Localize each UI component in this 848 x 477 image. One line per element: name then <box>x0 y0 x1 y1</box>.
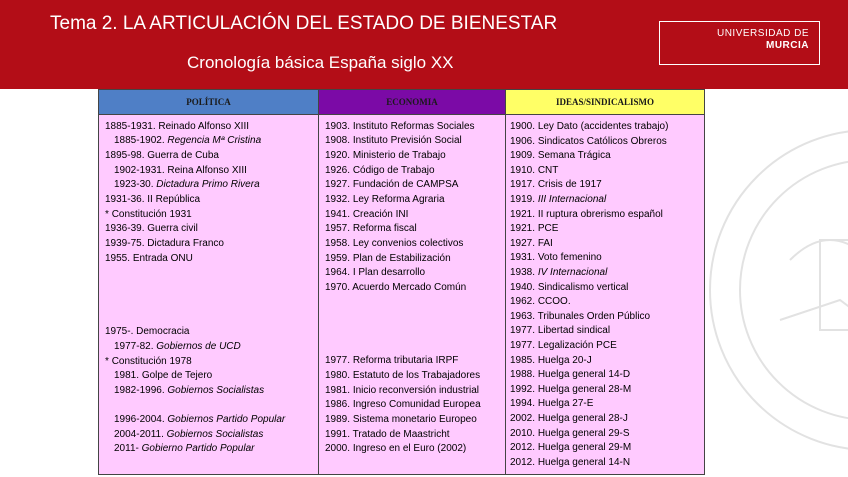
economia-entry-text: Estatuto de los Trabajadores <box>352 370 481 381</box>
ideas-entry <box>510 164 558 178</box>
university-logo <box>659 21 820 65</box>
politica-entry-text: Gobiernos Socialistas <box>166 429 264 440</box>
politica-entry <box>105 193 200 207</box>
politica-entry-year: 1902-1931. <box>114 165 165 176</box>
ideas-entry-text: IV Internacional <box>537 267 608 278</box>
ideas-entry-year: 1977. <box>510 340 536 351</box>
economia-entry-year: 1964. <box>325 267 351 278</box>
economia-entry-year: 1957. <box>325 223 351 234</box>
ideas-entry-year: 1919. <box>510 194 536 205</box>
ideas-entry-text: Huelga general 29-S <box>537 427 630 439</box>
economia-entry-text: Sistema monetario Europeo <box>352 414 477 425</box>
politica-entry-text: Constitución 1931 <box>111 209 192 220</box>
economia-entry-year: 1927. <box>325 179 351 190</box>
politica-header: POLÍTICA <box>99 90 319 115</box>
ideas-entry <box>510 324 610 338</box>
economia-entry <box>325 369 480 383</box>
economia-entry-text: Ley Reforma Agraria <box>352 194 445 205</box>
ideas-entry <box>510 456 630 470</box>
politica-entry-year: 1931-36. <box>105 194 145 205</box>
economia-entry <box>325 354 458 368</box>
politica-entry <box>105 222 198 236</box>
ideas-entry-year: 1938. <box>510 267 536 278</box>
ideas-entry <box>510 208 663 222</box>
ideas-entry-text: III Internacional <box>537 194 607 205</box>
politica-entry-text: Gobiernos Socialistas <box>167 385 265 396</box>
politica-entry-text: Golpe de Tejero <box>141 370 213 381</box>
politica-entry-year: 1895-98. <box>105 150 145 161</box>
economia-entry-text: Creación INI <box>352 209 409 220</box>
politica-entry-text: Dictadura Primo Rivera <box>156 179 260 190</box>
politica-entry-year: 1975-. <box>105 326 134 337</box>
ideas-entry <box>510 266 607 280</box>
politica-entry <box>114 134 261 148</box>
politica-entry-text: Gobiernos Partido Popular <box>167 414 286 425</box>
ideas-entry-text: Huelga general 14-D <box>537 369 631 381</box>
ideas-entry <box>510 339 617 353</box>
economia-entry <box>325 149 446 163</box>
economia-entry-text: Inicio reconversión industrial <box>352 385 479 396</box>
ideas-entry-year: 2012. <box>510 442 536 454</box>
economia-entry-year: 1970. <box>325 282 351 293</box>
politica-entry-text: Guerra de Cuba <box>147 150 219 161</box>
ideas-entry-year: 1931. <box>510 252 536 264</box>
economia-entry-year: 1932. <box>325 194 351 205</box>
ideas-cell <box>506 115 705 475</box>
politica-entry-year: 2004-2011. <box>114 429 164 440</box>
politica-entry-year: 1996-2004. <box>114 414 165 425</box>
ideas-entry-text: Huelga general 28-J <box>537 413 628 424</box>
politica-entry <box>105 149 219 163</box>
economia-entry <box>325 413 477 427</box>
politica-entry-text: Dictadura Franco <box>147 238 224 249</box>
ideas-entry <box>510 310 650 324</box>
economia-entry <box>325 178 458 192</box>
ideas-entry-text: Voto femenino <box>537 252 602 264</box>
ideas-entry-year: 1927. <box>510 237 536 249</box>
logo-line-1: UNIVERSIDAD DE <box>716 28 809 39</box>
page-subtitle: Cronología básica España siglo XX <box>187 53 454 72</box>
economia-entry-text: Reforma fiscal <box>352 223 417 234</box>
economia-entry-year: 2000. <box>325 443 351 454</box>
politica-entry-text: Reinado Alfonso XIII <box>158 121 250 132</box>
economia-entry-year: 1959. <box>325 253 351 264</box>
ideas-entry-text: Ley Dato (accidentes trabajo) <box>537 121 669 132</box>
ideas-entry <box>510 354 592 368</box>
politica-entry-text: Gobierno Partido Popular <box>141 443 255 454</box>
politica-entry <box>105 208 192 222</box>
ideas-entry-year: 1909. <box>510 150 536 162</box>
ideas-entry <box>510 427 630 441</box>
politica-entry-text: Entrada ONU <box>132 253 193 264</box>
economia-cell <box>319 115 506 475</box>
economia-entry-year: 1926. <box>325 165 351 176</box>
politica-entry <box>114 369 212 383</box>
economia-entry-text: Ingreso Comunidad Europea <box>352 399 481 410</box>
ideas-entry <box>510 120 668 134</box>
politica-entry-text: Reina Alfonso XIII <box>167 165 247 176</box>
ideas-entry-text: Huelga 27-E <box>537 398 594 410</box>
ideas-entry-year: 1900. <box>510 121 536 132</box>
economia-entry-text: Acuerdo Mercado Común <box>352 282 467 293</box>
politica-entry <box>114 442 254 456</box>
economia-entry-year: 1941. <box>325 209 351 220</box>
ideas-entry <box>510 222 558 236</box>
ideas-entry <box>510 412 628 426</box>
economia-entry-year: 1980. <box>325 370 351 381</box>
ideas-entry <box>510 178 602 192</box>
ideas-entry-text: Huelga general 28-M <box>537 383 632 395</box>
politica-entry-text: Guerra civil <box>147 223 198 234</box>
economia-entry <box>325 193 445 207</box>
economia-entry-year: 1920. <box>325 150 351 161</box>
economia-entry-year: 1981. <box>325 385 351 396</box>
ideas-entry-year: 1921. <box>510 208 536 220</box>
economia-entry-year: 1903. <box>325 121 351 132</box>
economia-entry <box>325 281 466 295</box>
ideas-entry <box>510 383 631 397</box>
politica-entry <box>114 164 247 178</box>
ideas-entry <box>510 397 593 411</box>
ideas-entry-text: FAI <box>537 237 553 249</box>
ideas-entry <box>510 281 628 295</box>
ideas-entry-year: 1962. <box>510 296 536 308</box>
economia-entry-text: Tratado de Maastricht <box>352 429 450 440</box>
politica-entry-year: 1939-75. <box>105 238 145 249</box>
politica-entry-year: * <box>105 356 109 367</box>
ideas-entry-text: Libertad sindical <box>537 325 611 337</box>
politica-entry-year: * <box>105 209 109 220</box>
economia-entry <box>325 164 435 178</box>
ideas-entry-year: 1988. <box>510 369 536 381</box>
economia-entry-text: Código de Trabajo <box>352 165 435 176</box>
economia-entry <box>325 120 475 134</box>
economia-entry <box>325 442 466 456</box>
economia-entry-year: 1908. <box>325 135 351 146</box>
politica-entry <box>105 120 249 134</box>
economia-entry-text: Ministerio de Trabajo <box>352 150 446 161</box>
politica-entry <box>105 237 224 251</box>
politica-entry-text: Constitución 1978 <box>111 356 192 367</box>
ideas-entry <box>510 135 667 149</box>
ideas-entry-year: 1906. <box>510 135 536 147</box>
economia-entry-year: 1958. <box>325 238 351 249</box>
economia-entry-text: Fundación de CAMPSA <box>352 179 459 190</box>
economia-entry <box>325 266 425 280</box>
economia-entry-year: 1986. <box>325 399 351 410</box>
economia-entry <box>325 237 463 251</box>
economia-entry-text: Reforma tributaria IRPF <box>352 355 459 366</box>
politica-entry <box>105 325 190 339</box>
politica-entry-year: 1955. <box>105 253 131 264</box>
politica-entry-year: 1936-39. <box>105 223 145 234</box>
economia-entry <box>325 252 451 266</box>
ideas-entry-text: Sindicatos Católicos Obreros <box>537 135 667 147</box>
ideas-entry-year: 1985. <box>510 354 536 366</box>
economia-entry <box>325 222 417 236</box>
economia-entry-text: Instituto Previsión Social <box>352 135 462 146</box>
ideas-header: IDEAS/SINDICALISMO <box>506 90 705 115</box>
politica-entry <box>114 178 260 192</box>
politica-entry-year: 1977-82. <box>114 341 154 352</box>
economia-entry-text: Ley convenios colectivos <box>352 238 464 249</box>
ideas-entry-year: 1910. <box>510 164 536 176</box>
politica-entry <box>105 355 192 369</box>
economia-entry <box>325 428 450 442</box>
ideas-entry <box>510 149 611 163</box>
ideas-entry-year: 1940. <box>510 281 536 293</box>
ideas-entry-text: Semana Trágica <box>537 150 611 162</box>
politica-entry-year: 1981. <box>114 370 140 381</box>
economia-header: ECONOMIA <box>319 90 506 115</box>
ideas-entry-year: 1921. <box>510 223 536 235</box>
economia-entry <box>325 134 462 148</box>
politica-entry-year: 2011- <box>114 443 139 454</box>
politica-entry-text: Gobiernos de UCD <box>156 341 241 352</box>
politica-entry <box>114 428 263 442</box>
ideas-entry-year: 2002. <box>510 413 536 424</box>
economia-entry-year: 1991. <box>325 429 351 440</box>
chronology-table <box>98 89 705 475</box>
ideas-entry-text: Huelga general 29-M <box>537 442 632 454</box>
politica-cell <box>99 115 319 475</box>
ideas-entry <box>510 193 606 207</box>
politica-entry-text: Democracia <box>136 326 190 337</box>
ideas-entry-text: Crisis de 1917 <box>537 179 602 191</box>
ideas-entry-text: CCOO. <box>537 296 571 308</box>
economia-entry-text: Plan de Estabilización <box>352 253 451 264</box>
university-seal-watermark <box>700 120 848 460</box>
ideas-entry-text: CNT <box>537 164 559 176</box>
ideas-entry <box>510 295 571 309</box>
ideas-entry <box>510 251 602 265</box>
ideas-entry-year: 1994. <box>510 398 536 410</box>
economia-entry-year: 1989. <box>325 414 351 425</box>
politica-entry <box>105 252 193 266</box>
economia-entry <box>325 384 479 398</box>
ideas-entry <box>510 237 553 251</box>
header-bar <box>0 0 848 89</box>
ideas-entry-text: Tribunales Orden Público <box>537 310 651 322</box>
ideas-entry-text: Sindicalismo vertical <box>537 281 629 293</box>
ideas-entry-year: 1917. <box>510 179 536 191</box>
politica-entry-year: 1885-1902. <box>114 135 165 146</box>
economia-entry-text: I Plan desarrollo <box>352 267 426 278</box>
economia-entry-year: 1977. <box>325 355 351 366</box>
politica-entry-year: 1982-1996. <box>114 385 165 396</box>
politica-entry-text: Regencia Mª Cristina <box>167 135 262 146</box>
politica-entry <box>114 413 285 427</box>
logo-line-2: MURCIA <box>766 40 809 51</box>
economia-entry <box>325 398 481 412</box>
politica-entry <box>114 340 241 354</box>
ideas-entry-text: II ruptura obrerismo español <box>537 208 663 220</box>
politica-entry-year: 1885-1931. <box>105 121 156 132</box>
ideas-entry-year: 1977. <box>510 325 536 337</box>
ideas-entry-year: 1963. <box>510 310 536 322</box>
ideas-entry-text: Huelga 20-J <box>537 354 592 366</box>
ideas-entry-text: PCE <box>537 223 559 235</box>
ideas-entry-year: 1992. <box>510 383 536 395</box>
ideas-entry-year: 2012. <box>510 456 536 468</box>
politica-entry-year: 1923-30. <box>114 179 154 190</box>
ideas-entry-text: Legalización PCE <box>537 340 617 351</box>
ideas-entry <box>510 441 631 455</box>
politica-entry <box>114 384 264 398</box>
economia-entry-text: Ingreso en el Euro (2002) <box>352 443 467 454</box>
economia-entry-text: Instituto Reformas Sociales <box>352 121 475 132</box>
ideas-entry-text: Huelga general 14-N <box>537 456 631 468</box>
politica-entry-text: II República <box>147 194 201 205</box>
ideas-entry <box>510 368 630 382</box>
page-title: Tema 2. LA ARTICULACIÓN DEL ESTADO DE BIENESTAR <box>50 13 558 34</box>
economia-entry <box>325 208 408 222</box>
ideas-entry-year: 2010. <box>510 427 536 439</box>
